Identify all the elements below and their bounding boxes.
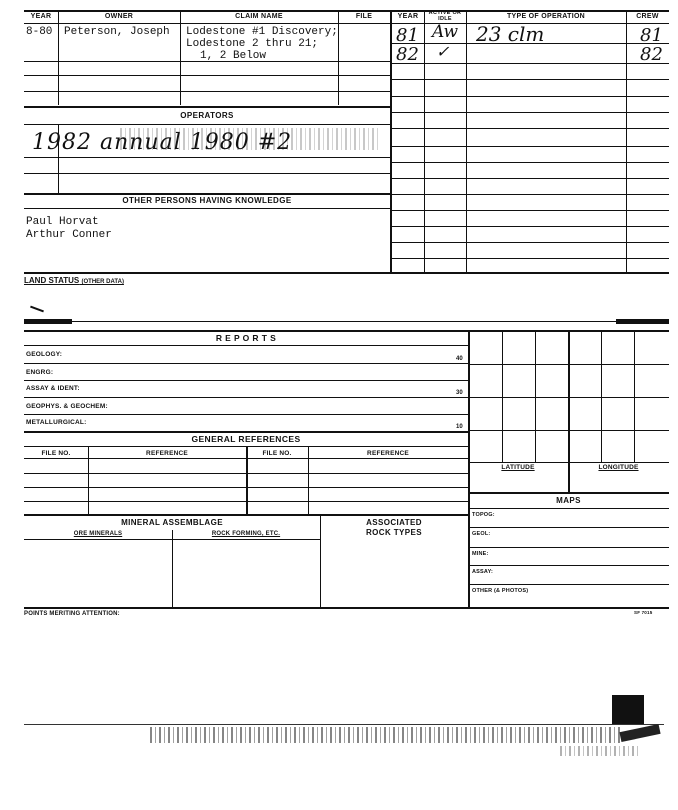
rule: [601, 330, 602, 462]
rule: [502, 330, 503, 462]
rule: [390, 96, 669, 97]
report-label-engrg: ENGRG:: [26, 369, 54, 376]
rule: [320, 514, 321, 608]
rule: [390, 226, 669, 227]
operators-handwritten: 1982 annual 1980 #2: [32, 130, 293, 155]
rule: [24, 193, 390, 195]
ore-minerals-label: ORE MINERALS: [73, 531, 123, 537]
header-claim-name: CLAIM NAME: [235, 13, 283, 20]
rule: [626, 10, 627, 272]
other-persons-title: OTHER PERSONS HAVING KNOWLEDGE: [122, 196, 292, 205]
report-num: 40: [456, 356, 463, 362]
rule: [24, 514, 468, 516]
report-label-geophys: GEOPHYS. & GEOCHEM:: [26, 403, 108, 410]
header-file: FILE: [355, 13, 373, 20]
rule: [24, 321, 669, 322]
header-owner: OWNER: [104, 13, 134, 20]
report-label-geology: GEOLOGY:: [26, 351, 63, 358]
rule: [24, 431, 468, 433]
land-status-label: LAND STATUS: [24, 276, 80, 285]
rule: [24, 363, 468, 364]
rule: [466, 10, 467, 272]
form-code: SF 7015: [634, 610, 653, 615]
scan-mark: [619, 724, 660, 742]
ref-col-file-no: FILE NO.: [262, 450, 292, 457]
rule: [390, 210, 669, 211]
rule: [468, 584, 669, 585]
rule: [468, 547, 669, 548]
rule: [468, 430, 669, 431]
header-crew: CREW: [636, 13, 659, 20]
scan-noise: [150, 727, 620, 743]
maps-row-assay: ASSAY:: [472, 569, 494, 575]
ref-col-reference: REFERENCE: [146, 450, 188, 457]
rule: [88, 446, 89, 514]
associated-label: ASSOCIATED: [366, 518, 422, 527]
rule: [24, 23, 669, 24]
rule: [24, 124, 390, 125]
rule: [24, 10, 669, 12]
report-label-metallurgical: METALLURGICAL:: [26, 419, 87, 426]
rule: [468, 565, 669, 566]
points-meriting-attention: POINTS MERITING ATTENTION:: [24, 611, 120, 617]
rule: [390, 112, 669, 113]
claim-line: 1, 2 Below: [200, 50, 267, 62]
rule: [308, 446, 309, 514]
general-references-title: GENERAL REFERENCES: [191, 434, 301, 444]
mineral-assemblage-title: MINERAL ASSEMBLAGE: [121, 518, 223, 527]
maps-row-topog: TOPOG:: [472, 512, 495, 518]
rule: [246, 446, 248, 514]
rule: [390, 162, 669, 163]
rule: [468, 397, 669, 398]
rule: [390, 242, 669, 243]
rule: [24, 91, 390, 92]
rule: [24, 724, 664, 725]
scan-mark: [30, 306, 44, 313]
rock-types-label: ROCK TYPES: [365, 528, 422, 537]
rule: [24, 607, 669, 609]
rule: [24, 106, 390, 108]
report-label-assay: ASSAY & IDENT:: [26, 385, 80, 392]
scan-mark: [612, 695, 644, 725]
ref-col-reference: REFERENCE: [367, 450, 409, 457]
rule: [424, 10, 425, 272]
rule: [24, 380, 468, 381]
activity-status: Aw: [432, 22, 459, 42]
claim-line: Lodestone #1 Discovery;: [186, 26, 338, 38]
rule: [390, 258, 669, 259]
land-status-subtitle: (OTHER DATA): [81, 279, 124, 285]
operators-title: OPERATORS: [180, 111, 234, 120]
rule: [390, 146, 669, 147]
rule: [24, 397, 468, 398]
rule: [468, 462, 669, 463]
rule: [390, 63, 669, 64]
maps-row-other: OTHER (& PHOTOS): [472, 588, 529, 594]
rule: [24, 75, 390, 76]
land-status-title: [24, 276, 124, 285]
rule: [468, 508, 669, 509]
rule: [58, 124, 59, 193]
maps-title: MAPS: [556, 496, 581, 505]
activity-year: 82: [396, 44, 419, 65]
scan-noise: [560, 746, 640, 756]
rule: [24, 173, 390, 174]
rule: [390, 178, 669, 179]
person-name: Arthur Conner: [26, 229, 112, 241]
rule: [390, 128, 669, 129]
rock-forming-label: ROCK FORMING, ETC.: [211, 531, 281, 537]
rule: [172, 530, 173, 608]
report-num: 10: [456, 424, 463, 430]
rule: [24, 272, 669, 274]
person-name: Paul Horvat: [26, 216, 99, 228]
header-type-of-operation: TYPE OF OPERATION: [506, 13, 586, 20]
activity-status: ✓: [436, 42, 450, 61]
rule: [24, 414, 468, 415]
activity-operation: 23 clm: [476, 22, 545, 46]
activity-crew: 81: [640, 25, 663, 46]
rule: [24, 157, 390, 158]
rule: [24, 345, 468, 346]
entry-year: 8-80: [26, 26, 53, 38]
reports-title: R E P O R T S: [215, 333, 277, 343]
rule: [468, 527, 669, 528]
header-year-2: YEAR: [397, 13, 419, 20]
longitude-label: LONGITUDE: [598, 464, 639, 471]
entry-owner: Peterson, Joseph: [64, 26, 170, 38]
activity-crew: 82: [640, 44, 663, 65]
claim-line: Lodestone 2 thru 21;: [186, 38, 319, 50]
rule: [390, 10, 392, 272]
rule: [634, 330, 635, 462]
header-year: YEAR: [30, 13, 52, 20]
rule: [390, 79, 669, 80]
report-num: 30: [456, 390, 463, 396]
rule: [468, 364, 669, 365]
rule: [24, 208, 390, 209]
rule: [24, 330, 669, 332]
maps-row-geol: GEOL:: [472, 531, 491, 537]
ref-col-file-no: FILE NO.: [41, 450, 71, 457]
header-active-or-idle: ACTIVE OR IDLE: [428, 10, 462, 22]
activity-year: 81: [396, 25, 419, 46]
rule: [468, 492, 669, 494]
rule: [390, 194, 669, 195]
rule: [535, 330, 536, 462]
maps-row-mine: MINE:: [472, 551, 489, 557]
latitude-label: LATITUDE: [501, 464, 535, 471]
